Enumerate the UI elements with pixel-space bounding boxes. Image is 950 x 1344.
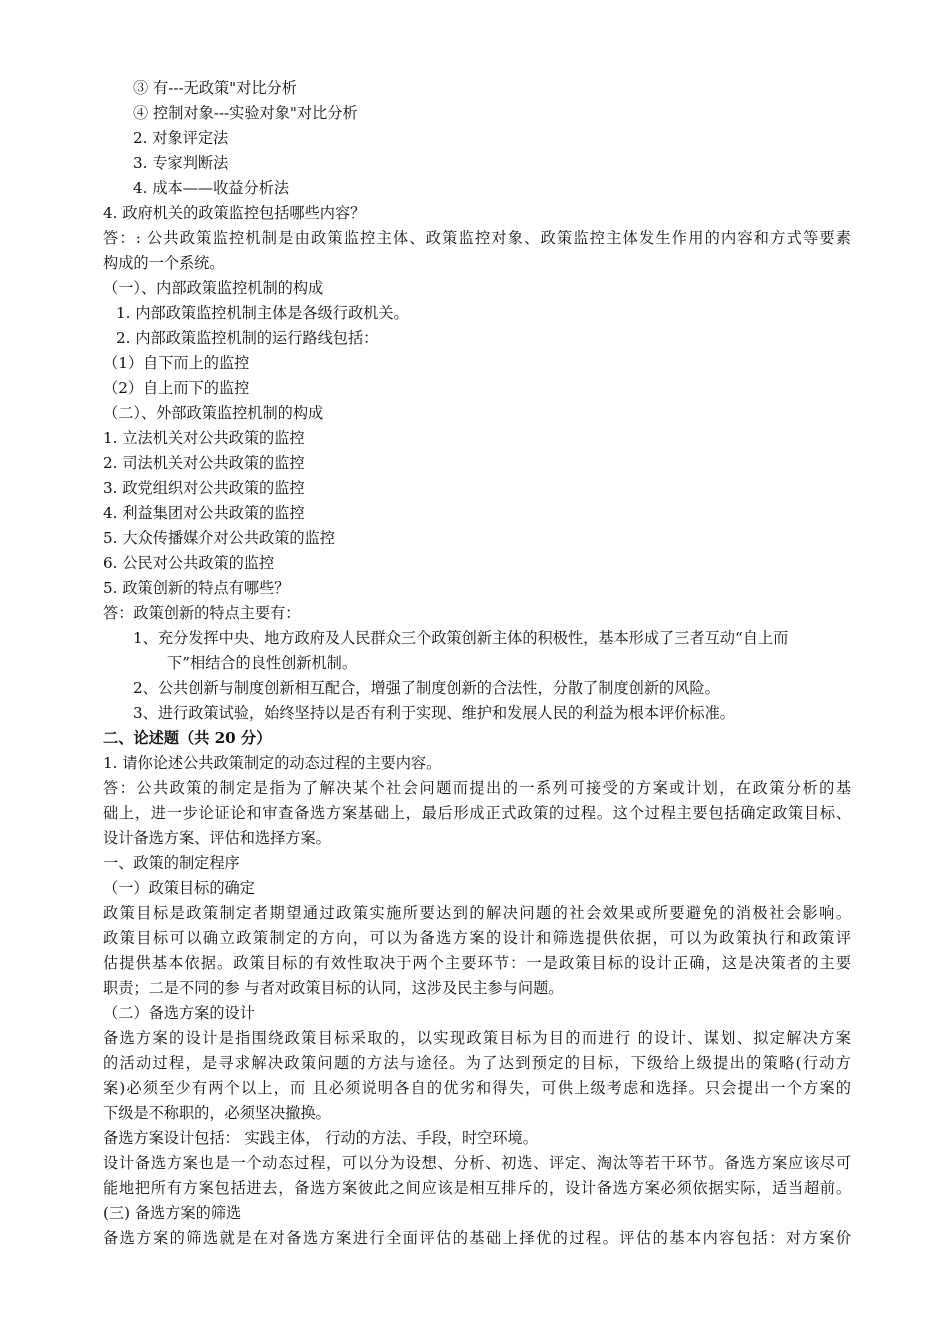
text-line: 设计备选方案、评估和选择方案。 bbox=[103, 829, 331, 847]
text-line: 政策目标是政策制定者期望通过政策实施所要达到的解决问题的社会效果或所要避免的消极社会影响。 bbox=[103, 904, 851, 922]
text-line: 下级是不称职的，必须坚决撤换。 bbox=[103, 1104, 331, 1122]
text-line: 1. 内部政策监控机制主体是各级行政机关。 bbox=[116, 304, 409, 322]
subsection-heading: (三) 备选方案的筛选 bbox=[103, 1204, 242, 1222]
text-line: 6. 公民对公共政策的监控 bbox=[103, 554, 275, 572]
subsection-heading: （二）备选方案的设计 bbox=[103, 1004, 255, 1022]
text-line: 4. 利益集团对公共政策的监控 bbox=[103, 504, 305, 522]
text-line: 构成的一个系统。 bbox=[103, 254, 225, 272]
text-line: （1）自下而上的监控 bbox=[103, 354, 250, 372]
text-line: 设计备选方案也是一个动态过程，可以分为设想、分析、初选、评定、淘汰等若干环节。备选方案应该尽可 bbox=[103, 1154, 851, 1172]
text-line: ④ 控制对象---实验对象"对比分析 bbox=[133, 104, 358, 122]
section-heading: 一、政策的制定程序 bbox=[103, 854, 240, 872]
question-heading: 5. 政策创新的特点有哪些？ bbox=[103, 579, 290, 597]
text-line: 答：: 公共政策监控机制是由政策监控主体、政策监控对象、政策监控主体发生作用的内容和方式等要素 bbox=[103, 229, 851, 247]
text-line: 5. 大众传播媒介对公共政策的监控 bbox=[103, 529, 335, 547]
text-line: 2、公共创新与制度创新相互配合，增强了制度创新的合法性，分散了制度创新的风险。 bbox=[133, 679, 720, 697]
text-line: 下”相结合的良性创新机制。 bbox=[167, 654, 358, 672]
section-heading: （二）、外部政策监控机制的构成 bbox=[103, 404, 324, 422]
text-line: 的活动过程，是寻求解决政策问题的方法与途径。为了达到预定的目标，下级给上级提出的策略(行动方 bbox=[103, 1054, 851, 1072]
text-line: 础上，进一步论证论和审查备选方案基础上，最后形成正式政策的过程。这个过程主要包括确定政策目标、 bbox=[103, 804, 851, 822]
text-line: 估提供基本依据。政策目标的有效性取决于两个主要环节：一是政策目标的设计正确，这是决策者的主要 bbox=[103, 954, 851, 972]
text-line: 4. 成本——收益分析法 bbox=[133, 179, 290, 197]
text-line: 2. 对象评定法 bbox=[133, 129, 229, 147]
text-line: 2. 内部政策监控机制的运行路线包括： bbox=[116, 329, 379, 347]
section-heading: （一）、内部政策监控机制的构成 bbox=[103, 279, 324, 297]
text-line: 1. 立法机关对公共政策的监控 bbox=[103, 429, 305, 447]
text-line: 1、充分发挥中央、地方政府及人民群众三个政策创新主体的积极性，基本形成了三者互动“自上而 bbox=[133, 629, 789, 647]
question-heading: 4. 政府机关的政策监控包括哪些内容？ bbox=[103, 204, 366, 222]
text-line: （2）自上而下的监控 bbox=[103, 379, 250, 397]
text-line: 备选方案的筛选就是在对备选方案进行全面评估的基础上择优的过程。评估的基本内容包括：对方案价 bbox=[103, 1229, 851, 1247]
question-heading: 1. 请你论述公共政策制定的动态过程的主要内容。 bbox=[103, 754, 442, 772]
text-line: 职责；二是不同的参 与者对政策目标的认同，这涉及民主参与问题。 bbox=[103, 979, 564, 997]
subsection-heading: （一）政策目标的确定 bbox=[103, 879, 255, 897]
text-line: 政策目标可以确立政策制定的方向，可以为备选方案的设计和筛选提供依据，可以为政策执行和政策评 bbox=[103, 929, 851, 947]
text-line: 答：公共政策的制定是指为了解决某个社会问题而提出的一系列可接受的方案或计划，在政策分析的基 bbox=[103, 779, 851, 797]
text-line: 3. 专家判断法 bbox=[133, 154, 229, 172]
text-line: 备选方案的设计是指围绕政策目标采取的，以实现政策目标为目的而进行 的设计、谋划、拟定解决方案 bbox=[103, 1029, 851, 1047]
document-page bbox=[0, 76, 950, 1251]
text-line: 能地把所有方案包括进去，备选方案彼此之间应该是相互排斥的，设计备选方案必须依据实际，适当超前。 bbox=[103, 1179, 851, 1197]
text-line: ③ 有---无政策"对比分析 bbox=[133, 79, 297, 97]
text-line: 案)必须至少有两个以上，而 且必须说明各自的优劣和得失，可供上级考虑和选择。只会提出一个方案的 bbox=[103, 1079, 851, 1097]
part-heading: 二、论述题（共 20 分） bbox=[103, 729, 272, 747]
text-line: 3. 政党组织对公共政策的监控 bbox=[103, 479, 305, 497]
text-line: 2. 司法机关对公共政策的监控 bbox=[103, 454, 305, 472]
text-line: 备选方案设计包括： 实践主体， 行动的方法、手段，时空环境。 bbox=[103, 1129, 538, 1147]
text-line: 3、进行政策试验，始终坚持以是否有利于实现、维护和发展人民的利益为根本评价标准。 bbox=[133, 704, 735, 722]
text-line: 答：政策创新的特点主要有： bbox=[103, 604, 301, 622]
